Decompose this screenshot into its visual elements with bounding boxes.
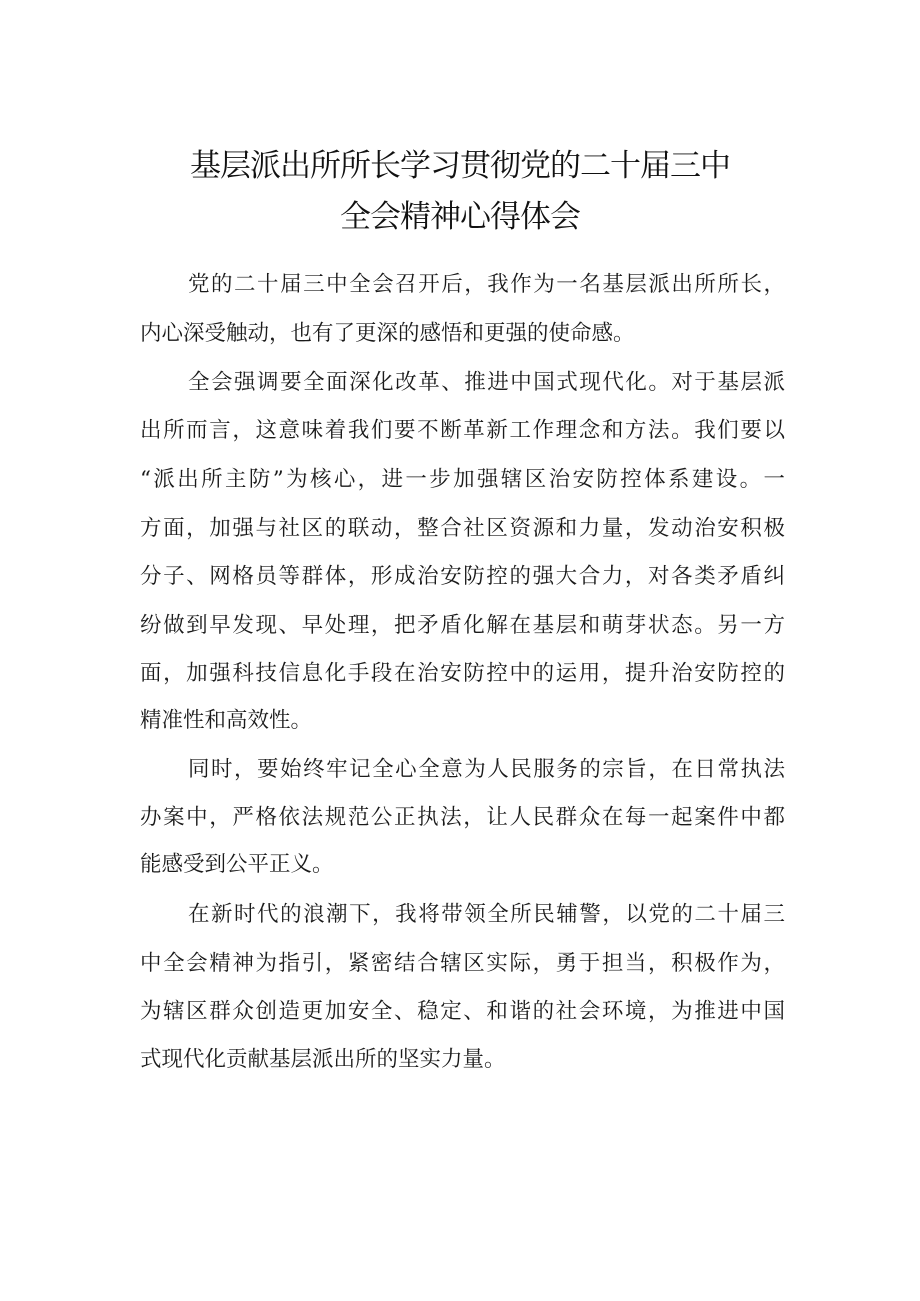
paragraph-4-line-2: 中全会精神为指引，紧密结合辖区实际，勇于担当，积极作为， — [140, 951, 785, 976]
paragraph-4-line-3: 为辖区群众创造更加安全、稳定、和谐的社会环境，为推进中国 — [140, 999, 785, 1024]
paragraph-3-line-1: 同时，要始终牢记全心全意为人民服务的宗旨，在日常执法 — [188, 757, 785, 782]
paragraph-2-line-1: 全会强调要全面深化改革、推进中国式现代化。对于基层派 — [188, 370, 785, 395]
paragraph-2-line-4: 方面，加强与社区的联动，整合社区资源和力量，发动治安积极 — [140, 516, 785, 541]
paragraph-2-line-3: “派出所主防”为核心，进一步加强辖区治安防控体系建设。一 — [140, 467, 785, 492]
paragraph-2-line-2: 出所而言，这意味着我们要不断革新工作理念和方法。我们要以 — [140, 418, 785, 443]
document-title-line-1: 基层派出所所长学习贯彻党的二十届三中 — [190, 148, 730, 184]
paragraph-2-line-7: 面，加强科技信息化手段在治安防控中的运用，提升治安防控的 — [140, 661, 785, 686]
paragraph-4-line-1: 在新时代的浪潮下，我将带领全所民辅警，以党的二十届三 — [188, 902, 785, 927]
paragraph-3-line-2: 办案中，严格依法规范公正执法，让人民群众在每一起案件中都 — [140, 805, 785, 830]
paragraph-3-line-3: 能感受到公平正义。 — [140, 852, 334, 877]
document-title-line-2: 全会精神心得体会 — [340, 199, 580, 235]
paragraph-2-line-8: 精准性和高效性。 — [140, 708, 313, 733]
paragraph-2-line-5: 分子、网格员等群体，形成治安防控的强大合力，对各类矛盾纠 — [140, 564, 785, 589]
paragraph-1-line-1: 党的二十届三中全会召开后，我作为一名基层派出所所长， — [188, 272, 785, 297]
paragraph-4-line-4: 式现代化贡献基层派出所的坚实力量。 — [140, 1047, 506, 1072]
paragraph-1-line-2: 内心深受触动，也有了更深的感悟和更强的使命感。 — [140, 321, 635, 346]
paragraph-2-line-6: 纷做到早发现、早处理，把矛盾化解在基层和萌芽状态。另一方 — [140, 613, 785, 638]
